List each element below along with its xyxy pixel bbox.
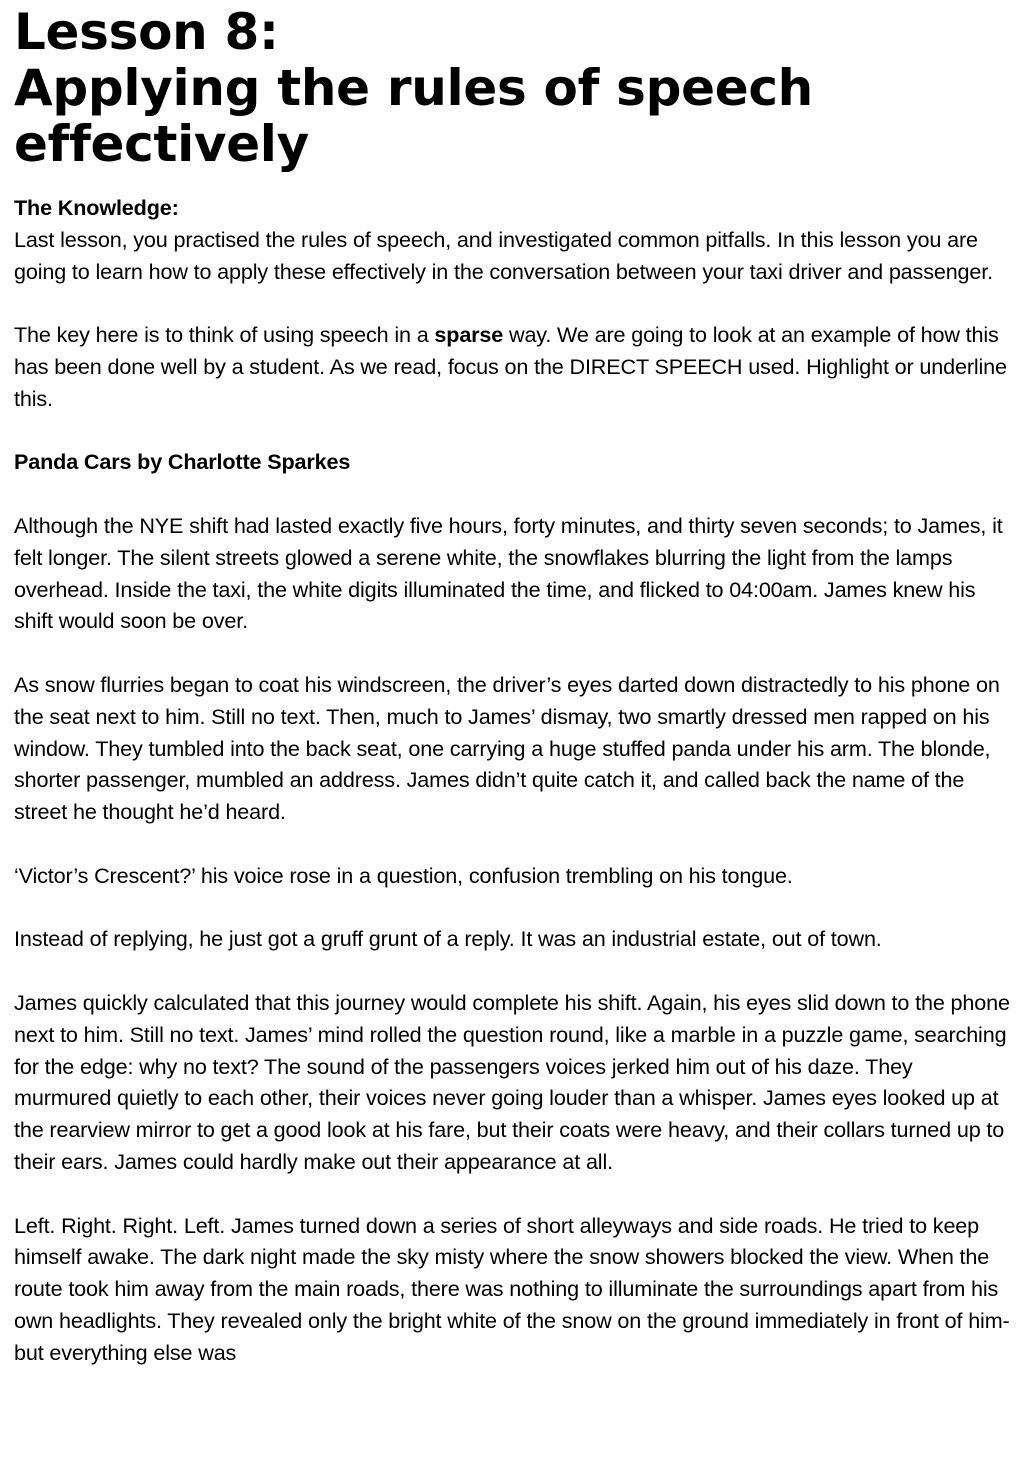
title-line-3: effectively: [14, 115, 309, 173]
key-paragraph: [14, 319, 1010, 414]
lesson-title: [14, 4, 1010, 172]
key-paragraph-before: The key here is to think of using speech in a: [14, 322, 435, 348]
document-page: [14, 4, 1010, 1368]
key-paragraph-after: way. We are going to look at an example of how this has been done well by a student. As we read, focus on the DIRECT SPEECH used. Highlight or underline this.: [14, 322, 1007, 411]
title-line-2: Applying the rules of speech: [14, 59, 813, 117]
story-paragraph: James quickly calculated that this journey would complete his shift. Again, his eyes slid down to the phone next to him. Still no text. James’ mind rolled the question round, like a marble in a puzzle game, searching for the edge: why no text? The sound of the passengers voices jerked him out of his daze. They murmured quietly to each other, their voices never going louder than a whisper. James eyes looked up at the rearview mirror to get a good look at his fare, but their coats were heavy, and their collars turned up to their ears. James could hardly make out their appearance at all.: [14, 989, 1010, 1174]
story-title: Panda Cars by Charlotte Sparkes: [14, 449, 351, 475]
story-paragraph: Although the NYE shift had lasted exactly five hours, forty minutes, and thirty seven seconds; to James, it felt longer. The silent streets glowed a serene white, the snowflakes blurring the light from the lamps overhead. Inside the taxi, the white digits illuminated the time, and flicked to 04:00am. James knew his shift would soon be over.: [14, 512, 1003, 634]
story-paragraph: As snow flurries began to coat his windscreen, the driver’s eyes darted down distractedly to his phone on the seat next to him. Still no text. Then, much to James’ dismay, two smartly dressed men rapped on his window. They tumbled into the back seat, one carrying a huge stuffed panda under his arm. The blonde, shorter passenger, mumbled an address. James didn’t quite catch it, and called back the name of the street he thought he’d heard.: [14, 671, 1000, 825]
story-paragraph: Instead of replying, he just got a gruff grunt of a reply. It was an industrial estate, out of town.: [14, 926, 882, 952]
intro-paragraph: Last lesson, you practised the rules of speech, and investigated common pitfalls. In this lesson you are going to learn how to apply these effectively in the conversation between your taxi driver and passenger.: [14, 226, 993, 284]
key-paragraph-bold-word: sparse: [434, 322, 504, 348]
knowledge-heading: The Knowledge:: [14, 195, 179, 220]
story-paragraph: Left. Right. Right. Left. James turned down a series of short alleyways and side roads. He tried to keep himself awake. The dark night made the sky misty where the snow showers blocked the view. When the route took him away from the main roads, there was nothing to illuminate the surroundings apart from his own headlights. They revealed only the bright white of the snow on the ground immediately in front of him- but everything else was: [14, 1212, 1010, 1365]
story-paragraph: ‘Victor’s Crescent?’ his voice rose in a question, confusion trembling on his tongue.: [14, 862, 793, 888]
title-line-1: Lesson 8:: [14, 3, 279, 61]
